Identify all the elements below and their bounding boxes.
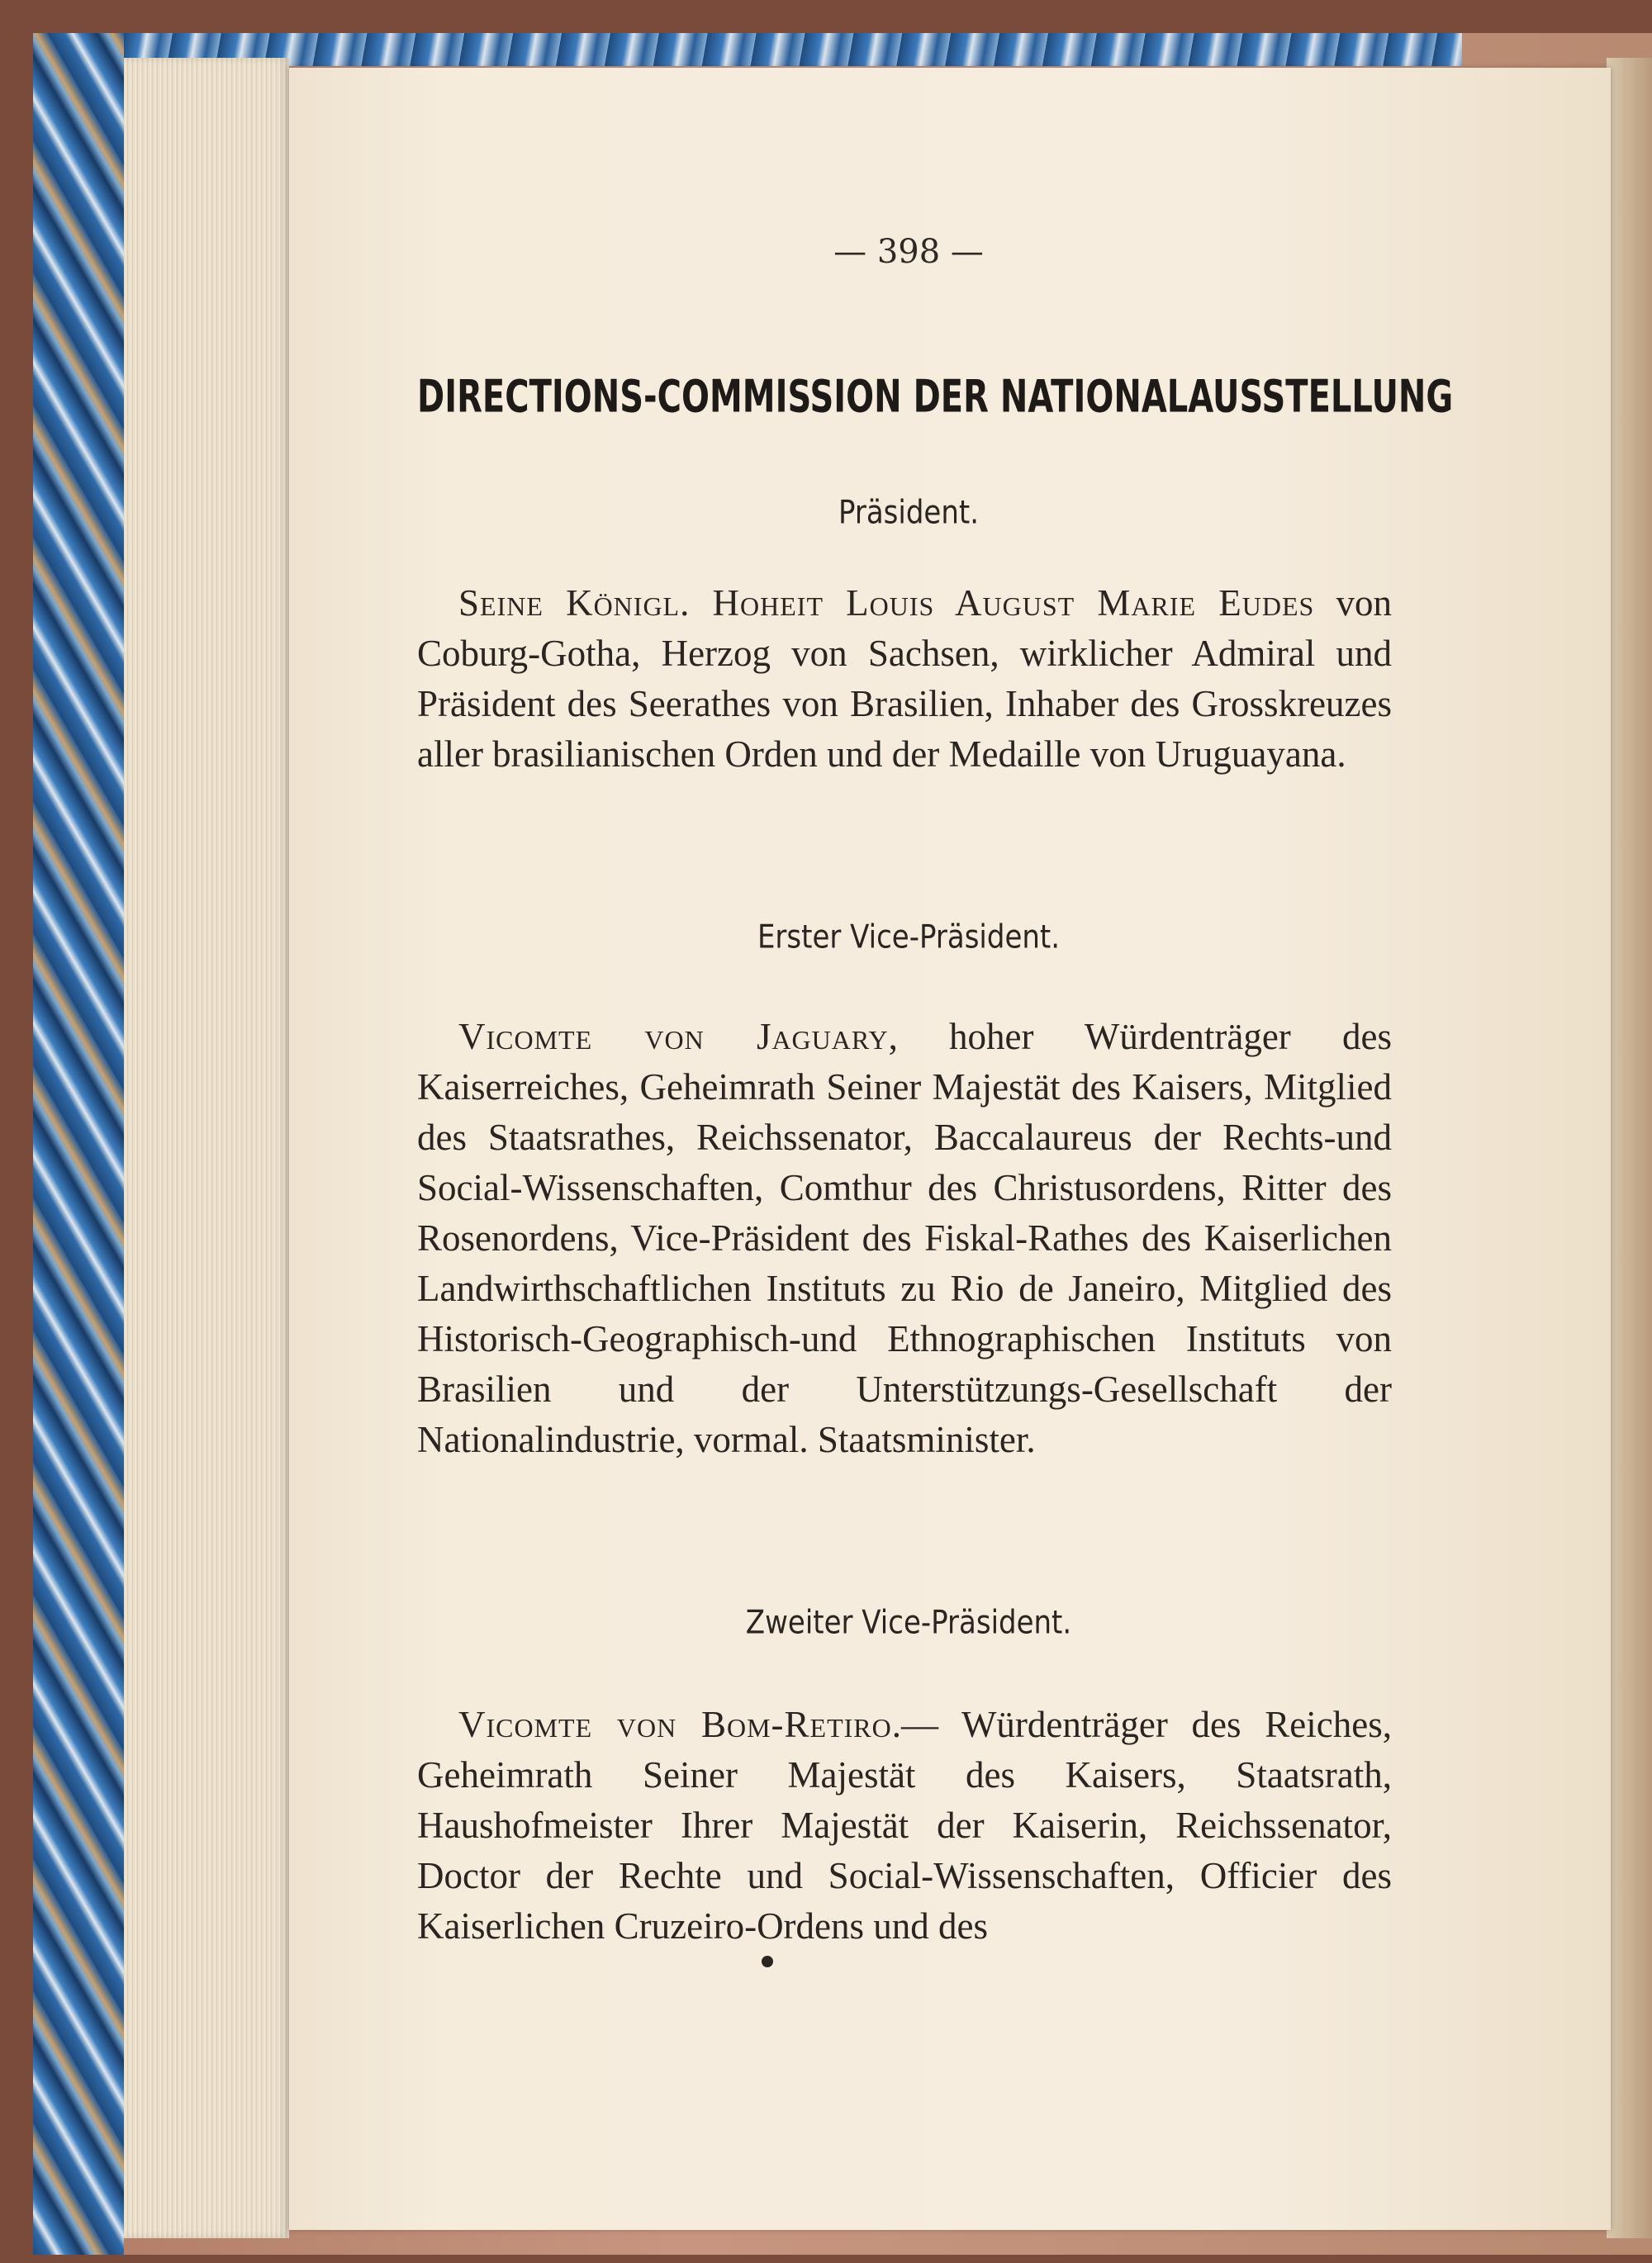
section-heading-president: Präsident.: [838, 494, 980, 532]
page-edges: [124, 58, 289, 2238]
marbled-top-edge: [124, 33, 1462, 66]
person-name: Vicomte von Jaguary: [458, 1016, 889, 1057]
marbled-spine: [33, 33, 124, 2255]
person-name: Vicomte von Bom-Retiro: [458, 1704, 892, 1745]
page-title: DIRECTIONS-COMMISSION DER NATIONALAUSSTELLUNG: [417, 372, 1454, 424]
paragraph-text: , hoher Würdenträger des Kaiserreiches, Geheimrath Seiner Majestät des Kaisers, Mitglied des Staatsrathes, Reichssenator, Baccalaureus der Rechts-und Social-Wissenschaften, Comthur des Christusordens, Ritter des Rosenordens, Vice-Präsident des Fiskal-Rathes des Kaiserlichen Landwirthschaftlichen Instituts zu Rio de Janeiro, Mitglied des Historisch-Geographisch-und Ethnographischen Instituts von Brasilien und der Unterstützungs-Gesellschaft der Nationalindustrie, vormal. Staatsminister.: [417, 1016, 1392, 1460]
paragraph-first-vice-president: [417, 1012, 1392, 1465]
section-heading-first-vice-president: Erster Vice-Präsident.: [757, 918, 1061, 956]
paragraph-second-vice-president: [417, 1700, 1392, 1952]
page-number: — 398 —: [833, 233, 984, 271]
paragraph-text: von Coburg-Gotha, Herzog von Sachsen, wirklicher Admiral und Präsident des Seerathes von Brasilien, Inhaber des Grosskreuzes aller brasilianischen Orden und der Medaille von Uruguayana.: [417, 582, 1392, 775]
person-name: Seine Königl. Hoheit Louis August Marie Eudes: [458, 582, 1315, 624]
paragraph-text: .— Würdenträger des Reiches, Geheimrath Seiner Majestät des Kaisers, Staatsrath, Haushofmeister Ihrer Majestät der Kaiserin, Reichssenator, Doctor der Rechte und Social-Wissenschaften, Officier des Kaiserlichen Cruzeiro-Ordens und des: [417, 1704, 1392, 1947]
section-heading-second-vice-president: Zweiter Vice-Präsident.: [745, 1604, 1072, 1642]
paragraph-president: [417, 578, 1392, 780]
book-gutter: [1607, 58, 1652, 2238]
ink-dot: [762, 1956, 773, 1967]
